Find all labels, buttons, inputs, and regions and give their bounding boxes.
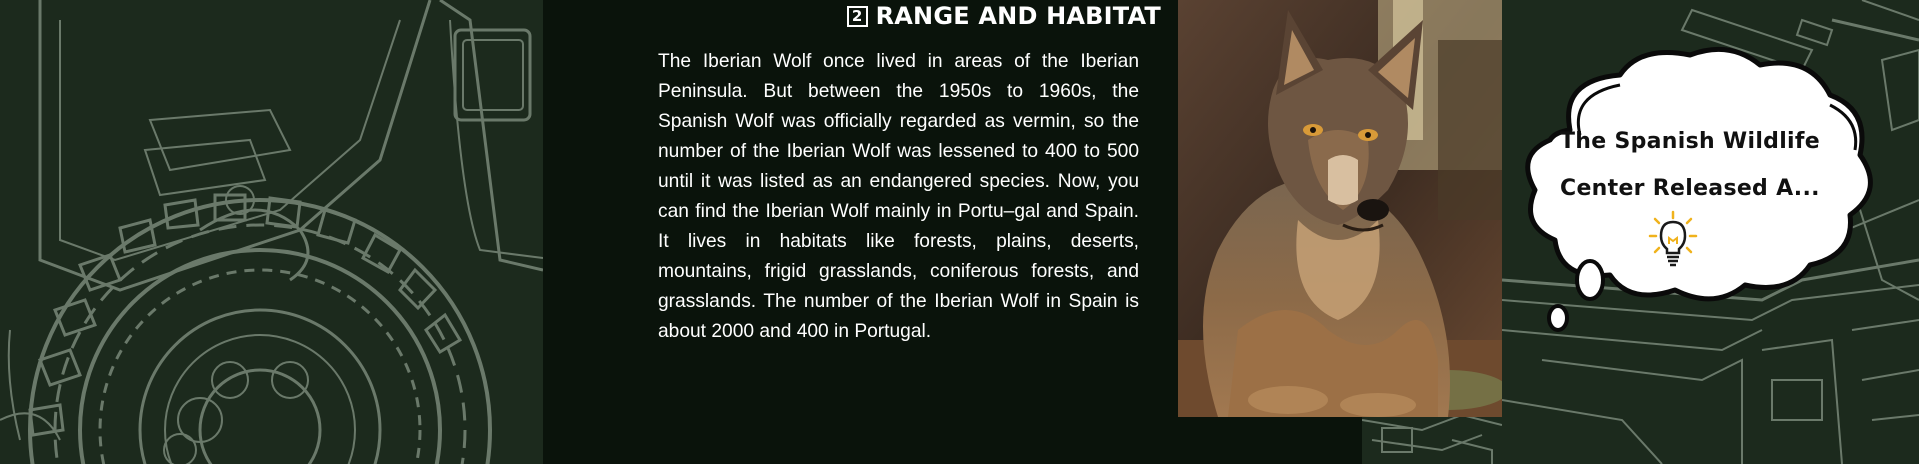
background-vehicle-art-bottom [1362,410,1502,464]
wolf-photo [1178,0,1502,417]
bubble-text[interactable]: The Spanish Wildlife Center Released A... [1560,129,1820,201]
section-number-badge: 2 [847,6,868,27]
background-vehicle-art-left [0,0,543,464]
section-heading [847,2,1161,30]
section-title: RANGE AND HABITAT [875,2,1161,30]
body-paragraph: The Iberian Wolf once lived in areas of the Iberian Peninsula. But between the 1950s to 1960s, the Spanish Wolf was officially regarded as vermin, so the number of the Iberian Wolf was lessened to 400 to 500 until it was listed as an endangered species. Now, you can find the Iberian Wolf mainly in Portu–gal and Spain. It lives in habitats like forests, plains, deserts, mountains, frigid grasslands, coniferous forests, and grasslands. The number of the Iberian Wolf in Spain is about 2000 and 400 in Portugal. [658,51,1139,342]
thought-bubble[interactable] [1510,40,1880,340]
